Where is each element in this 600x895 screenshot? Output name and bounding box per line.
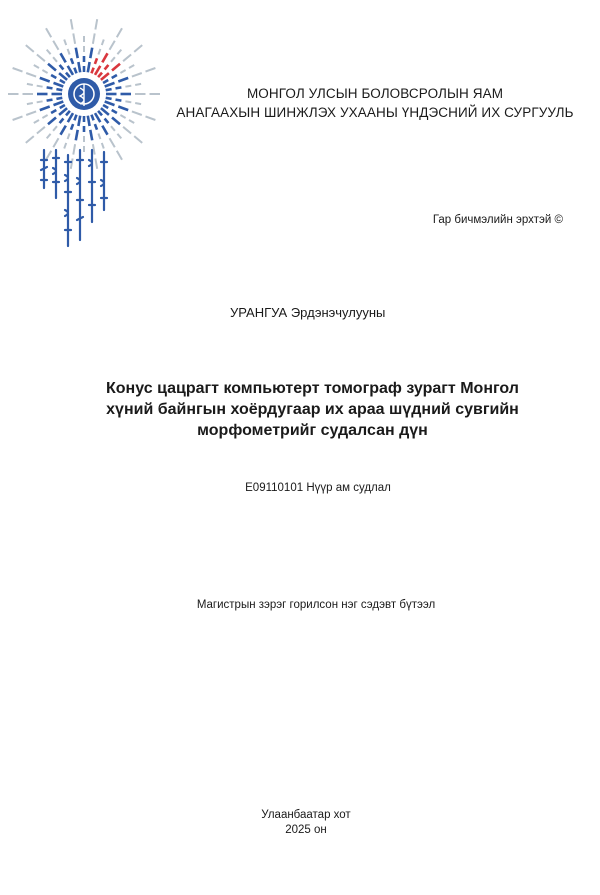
place-and-year	[0, 808, 600, 838]
emblem-ray	[60, 105, 65, 108]
emblem-ray	[105, 102, 115, 106]
emblem-ray	[53, 41, 58, 50]
emblem-ray	[117, 50, 121, 55]
emblem-ray	[117, 134, 121, 139]
emblem-ray	[13, 68, 23, 72]
emblem-ray	[74, 68, 76, 74]
emblem-ray	[60, 65, 64, 70]
city: Улаанбаатар хот	[261, 809, 351, 821]
degree-statement: Магистрын зэрэг горилсон нэг сэдэвт бүтээл	[196, 599, 436, 611]
emblem-ray	[71, 19, 73, 29]
emblem-ray	[71, 159, 73, 169]
emblem-ray	[111, 126, 115, 131]
emblem-ray	[56, 89, 62, 90]
thesis-title-line-3: морфометрийг судалсан дүн	[197, 422, 428, 439]
emblem-ray	[116, 100, 122, 101]
emblem-ray	[132, 73, 142, 77]
emblem-ray	[112, 118, 120, 125]
emblem-ray	[42, 115, 47, 118]
emblem-ray	[46, 28, 51, 37]
emblem-ray	[73, 33, 75, 43]
emblem-ray	[76, 48, 78, 58]
emblem-ray	[90, 130, 92, 140]
emblem-ray	[53, 57, 57, 62]
emblem-ray	[88, 116, 90, 126]
emblem-ray	[48, 118, 56, 125]
emblem-ray	[102, 143, 104, 149]
emblem-ray	[76, 130, 78, 140]
emblem-ray	[73, 144, 75, 154]
emblem-ray	[51, 75, 56, 78]
emblem-ray	[54, 102, 64, 106]
emblem-ray	[106, 98, 112, 99]
emblem-ray	[61, 53, 66, 62]
emblem-ray	[34, 65, 39, 68]
emblem-ray	[46, 151, 51, 160]
author-name: УРАНГУА Эрдэнэчулууны	[230, 305, 386, 320]
copyright-notice: Гар бичмэлийн эрхтэй ©	[432, 214, 563, 226]
emblem-ray	[90, 48, 92, 58]
emblem-ray	[98, 49, 100, 55]
emblem-ray	[47, 87, 53, 88]
emblem-ray	[146, 116, 156, 120]
emblem-ray	[26, 73, 36, 77]
emblem-ray	[51, 110, 56, 113]
emblem-ray	[66, 73, 70, 78]
emblem-ray	[118, 107, 128, 111]
emblem-ray	[78, 62, 80, 72]
emblem-ray	[27, 103, 33, 104]
year: 2025 он	[285, 824, 327, 836]
emblem-ray	[37, 55, 45, 62]
emblem-ray	[135, 103, 141, 104]
emblem-ray	[93, 144, 95, 154]
emblem-ray	[95, 159, 97, 169]
emblem-ray	[47, 100, 53, 101]
university-emblem-icon	[0, 10, 160, 260]
emblem-ray	[37, 86, 43, 87]
emblem-ray	[47, 134, 51, 139]
emblem-ray	[120, 70, 125, 73]
emblem-ray	[92, 115, 94, 121]
emblem-ray	[60, 119, 64, 124]
emblem-ray	[117, 151, 122, 160]
thesis-title-line-2: хүний байнгын хоёрдугаар их араа шүдний сувгийн	[106, 401, 519, 418]
emblem-ray	[64, 143, 66, 149]
specialty-code: E09110101 Нүүр ам судлал	[245, 482, 391, 494]
emblem-ray	[105, 83, 115, 87]
emblem-ray	[60, 80, 65, 83]
emblem-ray	[26, 136, 34, 143]
emblem-ray	[146, 68, 156, 72]
emblem-ray	[110, 138, 115, 147]
emblem-ray	[34, 120, 39, 123]
emblem-ray	[95, 19, 97, 29]
emblem-ray	[112, 110, 117, 113]
emblem-ray	[78, 116, 80, 126]
emblem-ray	[61, 126, 66, 135]
emblem-ray	[112, 64, 120, 71]
emblem-ray	[105, 119, 109, 124]
emblem-ray	[53, 126, 57, 131]
emblem-ray	[42, 70, 47, 73]
emblem-ray	[103, 80, 108, 83]
emblem-ray	[37, 127, 45, 134]
emblem-ray	[40, 107, 50, 111]
thesis-title-line-1: Конус цацрагт компьютерт томограф зурагт Монгол	[106, 380, 519, 397]
emblem-ray	[88, 62, 90, 72]
emblem-ray	[103, 105, 108, 108]
emblem-ray	[40, 78, 50, 82]
emblem-ray	[129, 65, 134, 68]
emblem-ray	[53, 138, 58, 147]
emblem-ray	[98, 111, 102, 116]
emblem-ray	[71, 124, 73, 130]
emblem-ray	[110, 41, 115, 50]
university-name: АНАГААХЫН ШИНЖЛЭХ УХААНЫ ҮНДЭСНИЙ ИХ СУРГУУЛЬ	[176, 105, 574, 120]
emblem-ray	[129, 120, 134, 123]
emblem-ray	[125, 101, 131, 102]
emblem-ray	[68, 134, 70, 140]
emblem-ray	[56, 98, 62, 99]
ministry-name: МОНГОЛ УЛСЫН БОЛОВСРОЛЫН ЯАМ	[246, 86, 504, 101]
emblem-ray	[118, 78, 128, 82]
emblem-ray	[102, 40, 104, 46]
emblem-ray	[132, 111, 142, 115]
emblem-ray	[27, 84, 33, 85]
emblem-ray	[135, 84, 141, 85]
emblem-ray	[98, 134, 100, 140]
emblem-ray	[95, 124, 97, 130]
emblem-ray	[93, 33, 95, 43]
emblem-ray	[105, 65, 109, 70]
emblem-ray	[92, 68, 94, 74]
emblem-ray	[71, 58, 73, 64]
emblem-ray	[120, 115, 125, 118]
emblem-ray	[117, 28, 122, 37]
emblem-ray	[48, 64, 56, 71]
emblem-ray	[123, 127, 131, 134]
emblem-ray	[54, 83, 64, 87]
emblem-ray	[116, 87, 122, 88]
emblem-ray	[98, 73, 102, 78]
institution-header	[160, 84, 590, 122]
emblem-ray	[68, 49, 70, 55]
emblem-ray	[74, 115, 76, 121]
emblem-ray	[125, 86, 131, 87]
emblem-ray	[102, 126, 107, 135]
emblem-ray	[123, 55, 131, 62]
emblem-ray	[111, 57, 115, 62]
emblem-ray	[134, 45, 142, 52]
emblem-ray	[26, 111, 36, 115]
thesis-title	[85, 378, 540, 441]
emblem-ray	[13, 116, 23, 120]
emblem-ray	[47, 50, 51, 55]
emblem-ray	[106, 89, 112, 90]
emblem-ray	[68, 113, 73, 122]
emblem-ray	[26, 45, 34, 52]
emblem-ray	[64, 40, 66, 46]
emblem-ray	[37, 101, 43, 102]
emblem-ray	[102, 53, 107, 62]
emblem-ray	[66, 111, 70, 116]
emblem-ray	[95, 58, 97, 64]
emblem-ray	[112, 75, 117, 78]
emblem-ray	[134, 136, 142, 143]
